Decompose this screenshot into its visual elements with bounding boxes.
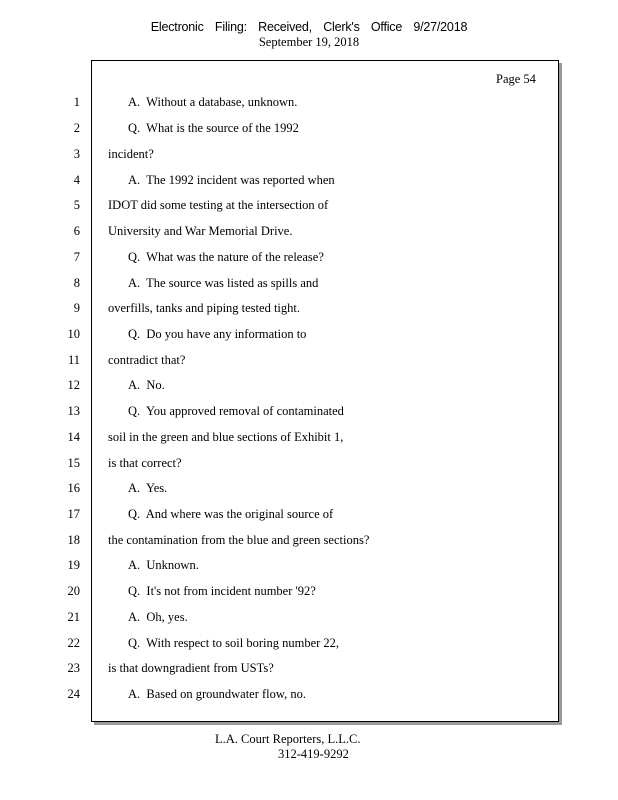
transcript-line: Q. And where was the original source of — [128, 507, 334, 521]
line-number: 2 — [73, 121, 80, 135]
reporter-company: L.A. Court Reporters, L.L.C. — [215, 732, 361, 746]
transcript-line: is that downgradient from USTs? — [108, 661, 274, 675]
transcript-line: A. The 1992 incident was reported when — [128, 173, 335, 187]
transcript-line: A. The source was listed as spills and — [128, 276, 319, 290]
transcript-line: A. Yes. — [128, 481, 168, 495]
transcript-line: Q. It's not from incident number '92? — [128, 584, 316, 598]
line-number: 17 — [67, 507, 80, 521]
line-number: 1 — [73, 95, 80, 109]
transcript-line: overfills, tanks and piping tested tight. — [108, 301, 300, 315]
line-number: 10 — [67, 327, 80, 341]
transcript-line: A. No. — [128, 378, 165, 392]
line-number: 23 — [67, 661, 80, 675]
line-number: 14 — [67, 430, 80, 444]
transcript-line: contradict that? — [108, 353, 186, 367]
transcript-line: A. Without a database, unknown. — [128, 95, 298, 109]
transcript-line: A. Oh, yes. — [128, 610, 188, 624]
transcript-line: incident? — [108, 147, 154, 161]
page-number: Page 54 — [496, 72, 536, 86]
transcript-line: A. Unknown. — [128, 558, 199, 572]
transcript-line: Q. What is the source of the 1992 — [128, 121, 299, 135]
filing-stamp: Electronic Filing: Received, Clerk's Office 9/27/2018 — [150, 20, 468, 34]
transcript-line: Q. You approved removal of contaminated — [128, 404, 344, 418]
line-number: 3 — [73, 147, 80, 161]
reporter-phone: 312-419-9292 — [278, 747, 349, 761]
filing-date: September 19, 2018 — [258, 35, 360, 49]
line-number: 11 — [67, 353, 80, 367]
transcript-line: IDOT did some testing at the intersection of — [108, 198, 329, 212]
line-number: 19 — [67, 558, 80, 572]
line-number: 7 — [73, 250, 80, 264]
line-number: 9 — [73, 301, 80, 315]
transcript-line: Q. What was the nature of the release? — [128, 250, 324, 264]
line-number: 13 — [67, 404, 80, 418]
line-number: 24 — [67, 687, 80, 701]
line-number: 6 — [73, 224, 80, 238]
transcript-line: the contamination from the blue and green sections? — [108, 533, 370, 547]
line-number: 16 — [67, 481, 80, 495]
line-number: 12 — [67, 378, 80, 392]
line-number: 8 — [73, 276, 80, 290]
line-number: 20 — [67, 584, 80, 598]
line-number: 21 — [67, 610, 80, 624]
transcript-line: Q. With respect to soil boring number 22, — [128, 636, 340, 650]
line-number: 18 — [67, 533, 80, 547]
transcript-line: is that correct? — [108, 456, 182, 470]
transcript-line: A. Based on groundwater flow, no. — [128, 687, 306, 701]
transcript-line: soil in the green and blue sections of Exhibit 1, — [108, 430, 344, 444]
transcript-line: University and War Memorial Drive. — [108, 224, 293, 238]
line-number: 15 — [67, 456, 80, 470]
line-number: 5 — [73, 198, 80, 212]
line-number: 4 — [73, 173, 80, 187]
line-number: 22 — [67, 636, 80, 650]
transcript-line: Q. Do you have any information to — [128, 327, 307, 341]
